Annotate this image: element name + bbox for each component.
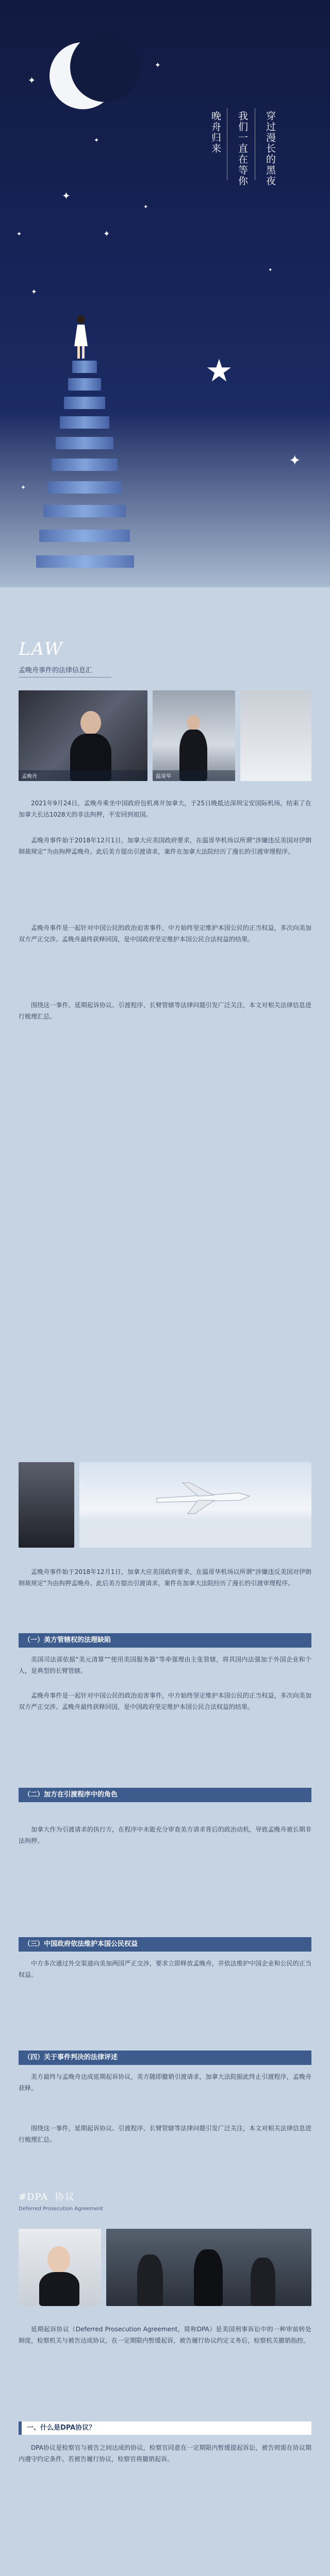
subsection-text-2: 加拿大作为引渡请求的执行方，在程序中未能充分审查美方请求背后的政治动机，导致孟晚舟被长期非法拘押。 xyxy=(19,1826,311,1844)
photo-caption: 孟晚舟 xyxy=(19,770,147,781)
hero-title-col-b: 我们一直在等你 xyxy=(237,111,248,187)
body-paragraph: 围绕这一事件，延期起诉协议、引渡程序、长臂管辖等法律问题引发广泛关注，本文对相关法律信息进行梳理汇总。 xyxy=(19,2125,311,2143)
photo-courtroom xyxy=(19,1462,74,1548)
subsection-text-3: 中方多次通过外交渠道向美加两国严正交涉，要求立即释放孟晚舟，并依法维护中国企业和公民的正当权益。 xyxy=(19,1960,311,1978)
intro-paragraph: 孟晚舟事件是一起针对中国公民的政治迫害事件，中方始终坚定维护本国公民的正当权益，多次向美加双方严正交涉。孟晚舟最终获释回国，是中国政府坚定维护本国公民合法权益的结果。 xyxy=(19,924,311,943)
star-icon: ✦ xyxy=(94,137,100,144)
star-icon: ✦ xyxy=(28,75,36,86)
dpa-question-1: 一、什么是DPA协议？ xyxy=(19,2421,311,2435)
dpa-title: 协议 xyxy=(55,2192,76,2202)
star-icon: ✦ xyxy=(268,267,273,273)
section-mark-law xyxy=(19,639,63,659)
star-icon: ✦ xyxy=(21,484,26,491)
law-subtitle: 孟晚舟事件的法律信息汇 xyxy=(19,667,93,674)
photo-street xyxy=(153,690,235,781)
hero-title-col-a: 晚舟归来 xyxy=(210,111,221,154)
intro-paragraph: 孟晚舟事件始于2018年12月1日，加拿大应美国政府要求，在温哥华机场以所谓“涉嫌违反美国对伊朗制裁规定”为由拘押孟晚舟。此后美方提出引渡请求，案件在加拿大法院经历了漫长的引渡审理程序。 xyxy=(19,837,311,855)
photo-crowd xyxy=(106,2229,311,2306)
photo-woman xyxy=(19,690,147,781)
moon-shadow xyxy=(70,32,140,102)
girl-figure-icon xyxy=(72,314,90,361)
star-icon: ✦ xyxy=(103,229,110,239)
photo-building xyxy=(240,690,311,781)
star-icon: ✦ xyxy=(62,190,71,202)
star-icon: ★ xyxy=(205,353,233,389)
subsection-head-2: （二）加方在引渡程序中的角色 xyxy=(19,1788,311,1802)
law-mark-text: LAW xyxy=(19,639,63,659)
stairs-graphic xyxy=(36,361,134,582)
star-icon: ✦ xyxy=(16,230,22,238)
photo-portrait xyxy=(19,2229,101,2306)
photo-caption: 温哥华 xyxy=(153,770,235,781)
subsection-head-3: （三）中国政府依法维护本国公民权益 xyxy=(19,1937,311,1952)
photo-airplane xyxy=(79,1462,311,1548)
dpa-mark-text: #DPA xyxy=(19,2192,48,2202)
star-icon: ✦ xyxy=(289,452,301,469)
subsection-text-1: 美国司法部依据“美元清算”“使用美国服务器”等牵强理由主张管辖，将其国内法强加于外国企业和个人，是典型的长臂管辖。 xyxy=(19,1656,311,1674)
body-paragraph: 孟晚舟事件始于2018年12月1日，加拿大应美国政府要求，在温哥华机场以所谓“涉嫌违反美国对伊朗制裁规定”为由拘押孟晚舟。此后美方提出引渡请求，案件在加拿大法院经历了漫长的引渡审理程序。 xyxy=(19,1568,311,1587)
star-icon: ✦ xyxy=(31,288,37,296)
hero-title-col-c: 穿过漫长的黑夜 xyxy=(265,111,276,187)
airplane-icon xyxy=(79,1462,311,1548)
star-icon: ✦ xyxy=(155,61,161,70)
section-mark-dpa xyxy=(19,2190,75,2203)
subsection-head-1: （一）美方管辖权的法理缺陷 xyxy=(19,1633,311,1648)
hero-banner xyxy=(0,0,330,587)
intro-paragraph: 围绕这一事件，延期起诉协议、引渡程序、长臂管辖等法律问题引发广泛关注，本文对相关法律信息进行梳理汇总。 xyxy=(19,1002,311,1020)
dpa-answer-1: DPA协议是检察官与被告之间达成的协议，检察官同意在一定期限内暂缓提起诉讼，被告则需在协议期内遵守约定条件。若被告履行协议，检察官将撤销起诉。 xyxy=(19,2444,311,2463)
star-icon: ✦ xyxy=(143,204,148,210)
dpa-paragraph: 延期起诉协议（Deferred Prosecution Agreement，简称DPA）是美国刑事诉讼中的一种审前转处制度，检察机关与被告达成协议，在一定期限内暂缓起诉，被告履行协议约定义务后，检察机关撤销指控。 xyxy=(19,2326,311,2344)
dpa-subtitle: Deferred Prosecution Agreement xyxy=(19,2206,103,2212)
intro-paragraph: 2021年9月24日，孟晚舟乘坐中国政府包机离开加拿大，于25日晚抵达深圳宝安国际机场，结束了在加拿大长达1028天的非法拘押，平安回到祖国。 xyxy=(19,800,311,818)
body-paragraph: 孟晚舟事件是一起针对中国公民的政治迫害事件，中方始终坚定维护本国公民的正当权益，多次向美加双方严正交涉。孟晚舟最终获释回国，是中国政府坚定维护本国公民合法权益的结果。 xyxy=(19,1692,311,1710)
subsection-head-4: （四）关于事件判决的法律评述 xyxy=(19,2050,311,2065)
subsection-text-4: 美方最终与孟晚舟达成延期起诉协议，美方随即撤销引渡请求，加拿大法院据此终止引渡程序，孟晚舟获释。 xyxy=(19,2073,311,2092)
